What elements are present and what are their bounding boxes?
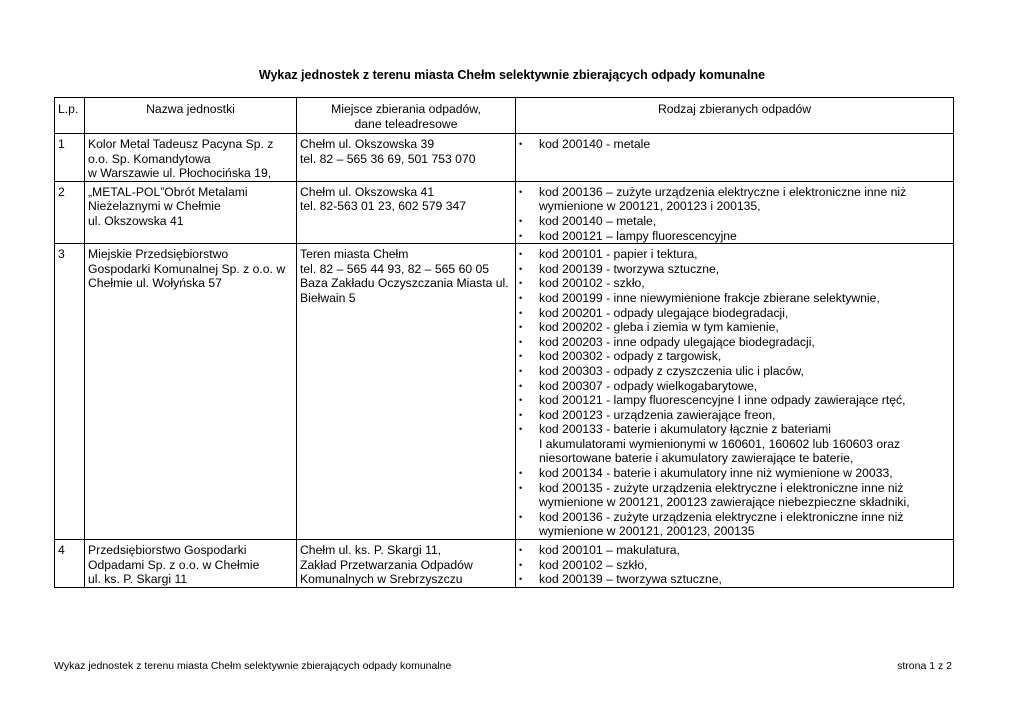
waste-item: • kod 200303 - odpady z czyszczenia ulic i placów, [519,364,950,379]
page-number: strona 1 z 2 [897,660,952,672]
row-place: Chełm ul. Okszowska 41 tel. 82-563 01 23, 602 579 347 [297,181,516,243]
row-name: Przedsiębiorstwo Gospodarki Odpadami Sp. z o.o. w Chełmie ul. ks. P. Skargi 11 [85,540,297,588]
waste-item: • kod 200101 - papier i tektura, [519,247,950,262]
waste-item: • kod 200133 - baterie i akumulatory łącznie z bateriami I akumulatorami wymienionymi w 160601, 160602 lub 160603 oraz niesortowane baterie i akumulatory zawierające te baterie, [519,422,950,466]
waste-item: • kod 200139 - tworzywa sztuczne, [519,262,950,277]
waste-item: • kod 200202 - gleba i ziemia w tym kamienie, [519,320,950,335]
waste-item: • kod 200135 - zużyte urządzenia elektryczne i elektroniczne inne niż wymienione w 200121, 200123 zawierające niebezpieczne składniki, [519,481,950,510]
row-lp: 4 [55,540,85,588]
waste-item: • kod 200140 – metale, [519,214,950,229]
waste-item: • kod 200201 - odpady ulegające biodegradacji, [519,306,950,321]
footer-title: Wykaz jednostek z terenu miasta Chełm selektywnie zbierających odpady komunalne [54,660,452,672]
row-waste [516,134,954,182]
table-row [55,181,954,243]
row-place: Chełm ul. Okszowska 39 tel. 82 – 565 36 69, 501 753 070 [297,134,516,182]
table-header-row [55,98,954,134]
waste-item: • kod 200123 - urządzenia zawierające freon, [519,408,950,423]
row-waste [516,540,954,588]
row-lp: 2 [55,181,85,243]
waste-item: • kod 200134 - baterie i akumulatory inne niż wymienione w 20033, [519,466,950,481]
row-place: Teren miasta Chełm tel. 82 – 565 44 93, 82 – 565 60 05 Baza Zakładu Oczyszczania Miasta ul. Biełwain 5 [297,244,516,540]
waste-item: • kod 200121 – lampy fluorescencyjne [519,229,950,244]
units-table [54,97,954,588]
row-lp: 3 [55,244,85,540]
waste-item: • kod 200307 - odpady wielkogabarytowe, [519,379,950,394]
row-lp: 1 [55,134,85,182]
waste-item: • kod 200102 – szkło, [519,558,950,573]
table-row [55,134,954,182]
row-place: Chełm ul. ks. P. Skargi 11, Zakład Przetwarzania Odpadów Komunalnych w Srebrzyszczu [297,540,516,588]
row-name: Miejskie Przedsiębiorstwo Gospodarki Komunalnej Sp. z o.o. w Chełmie ul. Wołyńska 57 [85,244,297,540]
waste-item: • kod 200136 - zużyte urządzenia elektryczne i elektroniczne inne niż wymienione w 200121, 200123, 200135 [519,510,950,539]
waste-list [519,137,950,152]
waste-list [519,543,950,587]
waste-item: • kod 200102 - szkło, [519,276,950,291]
header-lp: L.p. [55,98,85,134]
waste-item: • kod 200199 - inne niewymienione frakcje zbierane selektywnie, [519,291,950,306]
row-name: Kolor Metal Tadeusz Pacyna Sp. z o.o. Sp. Komandytowa w Warszawie ul. Płochocińska 19, [85,134,297,182]
waste-list [519,247,950,539]
waste-item: • kod 200302 - odpady z targowisk, [519,349,950,364]
waste-item: • kod 200121 - lampy fluorescencyjne I inne odpady zawierające rtęć, [519,393,950,408]
table-row [55,540,954,588]
document-title: Wykaz jednostek z terenu miasta Chełm selektywnie zbierających odpady komunalne [258,68,766,82]
waste-item: • kod 200136 – zużyte urządzenia elektryczne i elektroniczne inne niż wymienione w 200121, 200123 i 200135, [519,185,950,214]
table-row [55,244,954,540]
row-name: „METAL-POL”Obrót Metalami Nieżelaznymi w Chełmie ul. Okszowska 41 [85,181,297,243]
waste-item: • kod 200101 – makulatura, [519,543,950,558]
waste-list [519,185,950,243]
header-waste: Rodzaj zbieranych odpadów [516,98,954,134]
row-waste [516,181,954,243]
row-waste [516,244,954,540]
header-place: Miejsce zbierania odpadów, dane teleadresowe [297,98,516,134]
header-name: Nazwa jednostki [85,98,297,134]
waste-item: • kod 200203 - inne odpady ulegające biodegradacji, [519,335,950,350]
waste-item: • kod 200140 - metale [519,137,950,152]
waste-item: • kod 200139 – tworzywa sztuczne, [519,572,950,587]
